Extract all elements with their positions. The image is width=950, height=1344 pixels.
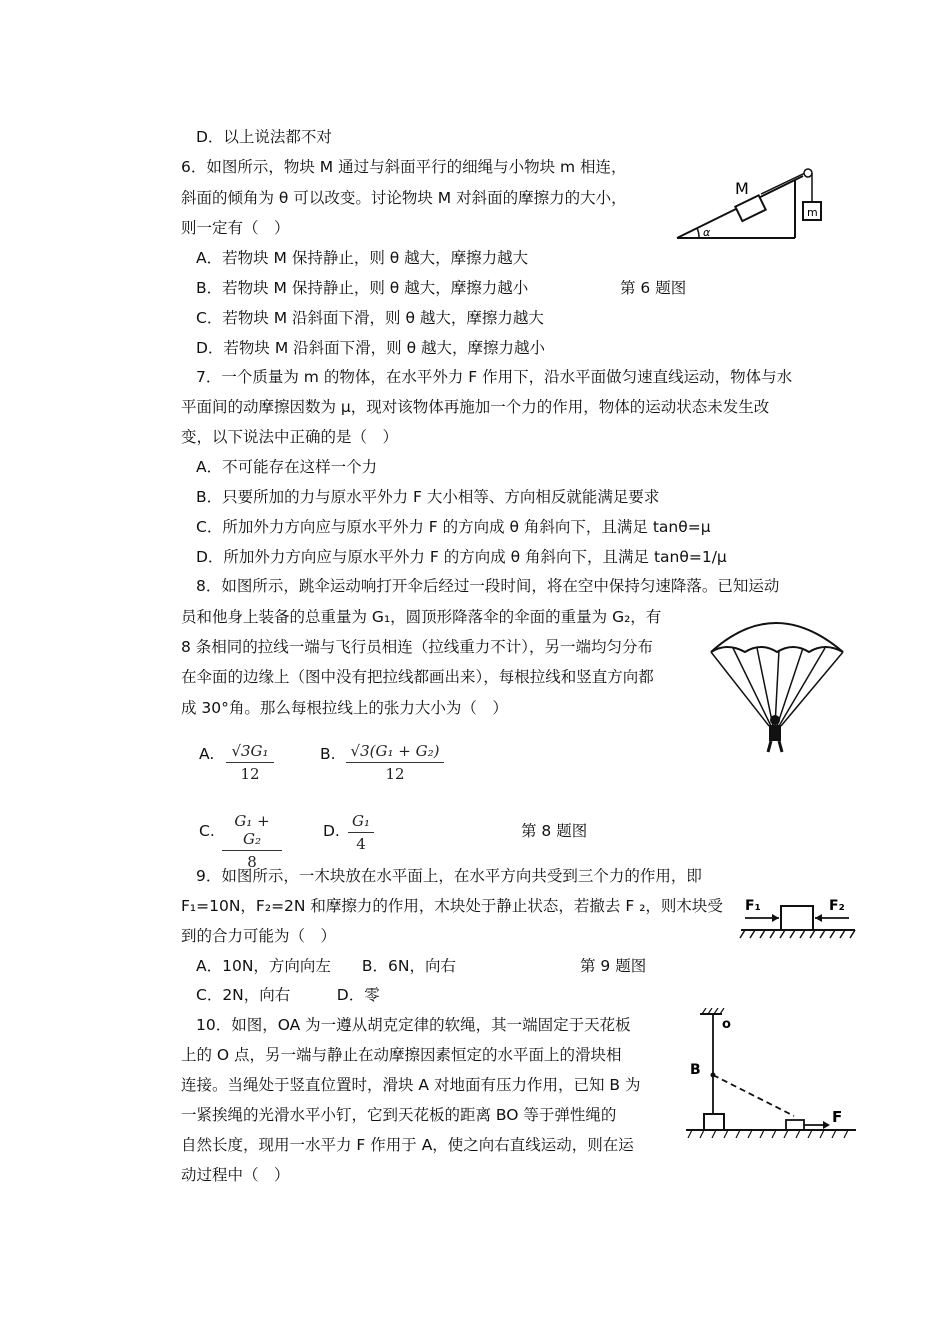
q8-stem-line5: 成 30°角。那么每根拉线上的张力大小为（ ） (181, 699, 508, 717)
q6-option-c: C．若物块 M 沿斜面下滑，则 θ 越大，摩擦力越大 (196, 309, 544, 327)
q6-stem-line3: 则一定有（ ） (181, 219, 290, 237)
q8-b-denominator: 12 (385, 765, 405, 783)
q7-option-c: C．所加外力方向应与原水平外力 F 的方向成 θ 角斜向下，且满足 tanθ=μ (196, 518, 711, 536)
ground-hatch (740, 930, 855, 938)
q8-c-numerator: G₁ + G₂ (234, 812, 270, 848)
q9-stem-line3: 到的合力可能为（ ） (181, 927, 337, 945)
q8-option-c-fraction (222, 812, 282, 871)
q8-option-b-label: B. (320, 745, 336, 763)
q10-stem-line6: 动过程中（ ） (181, 1166, 290, 1184)
q8-option-b-fraction (346, 742, 444, 783)
q9-figure-caption: 第 9 题图 (580, 957, 647, 975)
q8-option-d-fraction (348, 812, 374, 853)
f2-label: F₂ (829, 898, 845, 914)
suspension-lines (711, 648, 843, 726)
q9-options-cd: C．2N，向右 D．零 (196, 986, 380, 1004)
forces-figure (735, 888, 860, 948)
q5-option-d: D．以上说法都不对 (196, 128, 332, 146)
pulley-icon (804, 169, 812, 177)
force-f-label: F (832, 1108, 843, 1126)
sqrt-sign: √ (350, 742, 361, 760)
angle-arc (697, 228, 699, 238)
q8-b-numerator: 3(G₁ + G₂) (360, 742, 440, 760)
q8-option-a-label: A. (199, 745, 215, 763)
q6-stem-line1: 6．如图所示，物块 M 通过与斜面平行的细绳与小物块 m 相连， (181, 158, 627, 176)
q8-stem-line2: 员和他身上装备的总重量为 G₁，圆顶形降落伞的伞面的重量为 G₂，有 (181, 608, 662, 626)
q9-stem-line2: F₁=10N，F₂=2N 和摩擦力的作用，木块处于静止状态，若撤去 F ₂，则木块受 (181, 897, 723, 915)
sqrt-sign: √ (231, 742, 241, 760)
force-f-arrowhead (823, 1121, 830, 1129)
f2-arrowhead (815, 914, 822, 922)
block-m-small-label: m (807, 206, 818, 219)
q8-a-numerator: 3G₁ (241, 742, 269, 760)
slider-a-moved (786, 1120, 804, 1130)
q10-stem-line2: 上的 O 点，另一端与静止在动摩擦因素恒定的水平面上的滑块相 (181, 1046, 622, 1064)
q8-option-c-label: C. (199, 822, 215, 840)
rope-dashed-path (713, 1075, 794, 1116)
q6-figure-caption: 第 6 题图 (620, 279, 687, 297)
q8-option-d-label: D. (323, 822, 340, 840)
q8-stem-line3: 8 条相同的拉线一端与飞行员相连（拉线重力不计），另一端均匀分布 (181, 638, 654, 656)
block-m-large (735, 195, 765, 221)
q9-stem-line1: 9．如图所示，一木块放在水平面上，在水平方向共受到三个力的作用，即 (196, 867, 702, 885)
q6-option-a: A．若物块 M 保持静止，则 θ 越大，摩擦力越大 (196, 249, 529, 267)
point-o-label: o (722, 1017, 731, 1032)
rope-on-slope (761, 172, 807, 194)
f1-arrowhead (772, 914, 779, 922)
q7-option-d: D．所加外力方向应与原水平外力 F 的方向成 θ 角斜向下，且满足 tanθ=1/μ (196, 548, 727, 566)
parachutist-icon (768, 715, 782, 752)
q7-stem-line1: 7．一个质量为 m 的物体，在水平外力 F 作用下，沿水平面做匀速直线运动，物体与水 (196, 368, 793, 386)
slider-a-start (704, 1114, 724, 1130)
wood-block (781, 906, 813, 930)
q6-option-d: D．若物块 M 沿斜面下滑，则 θ 越大，摩擦力越小 (196, 339, 546, 357)
q7-option-a: A．不可能存在这样一个力 (196, 458, 378, 476)
q6-option-b: B．若物块 M 保持静止，则 θ 越大，摩擦力越小 (196, 279, 529, 297)
elastic-rope-figure (682, 1008, 862, 1148)
floor-hatch (688, 1130, 848, 1138)
block-m-large-label: M (735, 179, 749, 198)
q8-figure-caption: 第 8 题图 (521, 822, 588, 840)
angle-label: α (703, 226, 711, 239)
q10-stem-line4: 一紧挨绳的光滑水平小钉，它到天花板的距离 BO 等于弹性绳的 (181, 1106, 617, 1124)
q10-stem-line5: 自然长度，现用一水平力 F 作用于 A，使之向右直线运动，则在运 (181, 1136, 634, 1154)
q8-a-denominator: 12 (240, 765, 260, 783)
point-b-label: B (690, 1062, 701, 1078)
q9-options-ab: A．10N，方向向左 B．6N，向右 (196, 957, 457, 975)
q8-d-denominator: 4 (356, 835, 366, 853)
q8-stem-line1: 8．如图所示，跳伞运动响打开伞后经过一段时间，将在空中保持匀速降落。已知运动 (196, 577, 780, 595)
q7-option-b: B．只要所加的力与原水平外力 F 大小相等、方向相反就能满足要求 (196, 488, 660, 506)
q8-stem-line4: 在伞面的边缘上（图中没有把拉线都画出来），每根拉线和竖直方向都 (181, 668, 654, 686)
q8-c-denominator: 8 (247, 853, 257, 871)
q7-stem-line2: 平面间的动摩擦因数为 μ，现对该物体再施加一个力的作用，物体的运动状态未发生改 (181, 398, 770, 416)
q8-d-numerator: G₁ (352, 812, 370, 830)
q6-stem-line2: 斜面的倾角为 θ 可以改变。讨论物块 M 对斜面的摩擦力的大小， (181, 189, 627, 207)
q7-stem-line3: 变，以下说法中正确的是（ ） (181, 428, 399, 446)
q10-stem-line3: 连接。当绳处于竖直位置时，滑块 A 对地面有压力作用，已知 B 为 (181, 1076, 641, 1094)
incline-figure (665, 160, 850, 250)
q10-stem-line1: 10．如图，OA 为一遵从胡克定律的软绳，其一端固定于天花板 (196, 1016, 631, 1034)
parachute-figure (705, 608, 850, 758)
f1-label: F₁ (745, 898, 761, 914)
q8-option-a-fraction (226, 742, 274, 783)
